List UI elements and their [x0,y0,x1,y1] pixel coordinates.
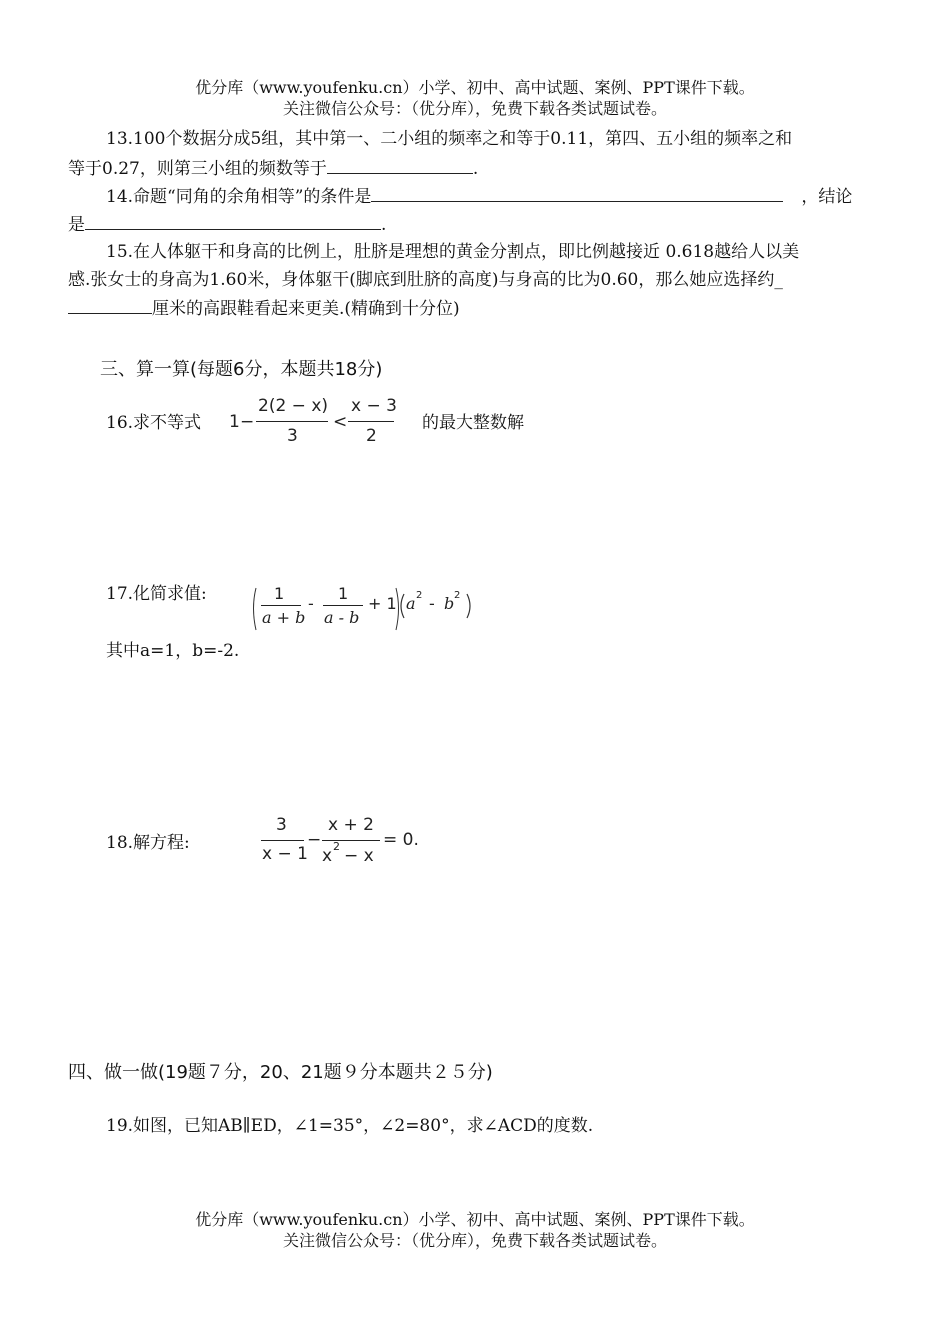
q15-line-1: 15.在人体躯干和身高的比例上，肚脐是理想的黄金分割点，即比例越接近 0.618越给人以美 [106,242,800,262]
section-4-title: 四、做一做(19题７分，20、21题９分本题共２５分) [68,1062,493,1083]
q17-frac2-line [323,605,363,606]
q17-minus: - [429,594,435,613]
q18-equals-zero: = 0. [383,830,419,850]
q16-suffix: 的最大整数解 [422,413,524,433]
q17-b-exponent: 2 [454,590,461,601]
q14-line-1-end: ，结论 [801,187,853,207]
header-line-1: 优分库（www.youfenku.cn）小学、初中、高中试题、案例、PPT课件下载。 [195,78,755,97]
q17-a: a [406,594,416,613]
q18-frac2-line [322,840,380,841]
q14-line-2-end: . [381,215,387,235]
q17-label: 17.化简求值: [106,584,207,604]
q14-conclusion-blank[interactable] [85,213,381,230]
q16-label: 16.求不等式 [106,413,202,433]
q15-line-3 [68,297,460,320]
q17-frac1-denominator: a + b [262,608,306,627]
q14-line-2 [68,213,386,236]
q18-equation [258,812,428,872]
q13-line-2-end: . [472,159,479,179]
q14-line-1 [106,185,852,208]
q18-minus: − [307,830,322,850]
q15-line-3-text: 厘米的高跟鞋看起来更美.(精确到十分位) [152,299,460,319]
q18-frac2-den-rest: − x [344,846,374,866]
footer-line-1: 优分库（www.youfenku.cn）小学、初中、高中试题、案例、PPT课件下载。 [195,1210,755,1229]
q17-op-minus: - [308,594,314,613]
q16-frac1-numerator: 2(2 − x) [258,396,329,416]
q16-inequality [226,394,406,450]
q16-frac2-numerator: x − 3 [351,396,397,416]
q17-frac2-numerator: 1 [338,584,349,603]
q18-frac2-den-x: x [322,846,333,866]
q13-line-2-text: 等于0.27，则第三小组的频数等于 [68,159,327,179]
section-3-title: 三、算一算(每题6分，本题共18分) [100,359,383,380]
q15-answer-blank[interactable] [68,297,152,314]
q15-line-2: 感.张女士的身高为1.60米，身体躯干(脚底到肚脐的高度)与身高的比为0.60，那么她应选择约_ [68,270,783,290]
q17-frac1-line [261,605,301,606]
q17-a-exponent: 2 [416,590,423,601]
q16-minus: − [240,412,255,432]
q17-condition: 其中a=1，b=-2. [106,641,240,661]
q17-expression [248,584,480,634]
q18-label: 18.解方程: [106,833,190,853]
q18-frac2-numerator: x + 2 [328,815,374,835]
q16-one: 1 [229,412,240,432]
q18-frac1-line [261,840,304,841]
q16-frac2-denominator: 2 [366,426,377,446]
q18-frac2-den-exponent: 2 [333,840,340,853]
q16-frac2-line [348,421,394,422]
footer-line-2: 关注微信公众号：（优分库），免费下载各类试题试卷。 [282,1231,667,1250]
q17-plus-one: + 1 [368,594,397,613]
q14-line-1-text: 14.命题“同角的余角相等”的条件是 [106,187,372,207]
header-line-2: 关注微信公众号：（优分库），免费下载各类试题试卷。 [282,99,667,118]
q17-frac1-numerator: 1 [274,584,285,603]
q16-frac1-denominator: 3 [287,426,298,446]
q13-line-2 [68,157,478,180]
q19-text: 19.如图，已知AB∥ED，∠1=35°，∠2=80°，求∠ACD的度数. [106,1116,594,1136]
q14-condition-blank[interactable] [371,185,783,202]
q17-b: b [444,594,455,613]
q17-frac2-denominator: a - b [324,608,360,627]
q18-frac1-denominator: x − 1 [262,844,308,864]
q14-line-2-text: 是 [68,215,85,235]
q13-line-1: 13.100个数据分成5组，其中第一、二小组的频率之和等于0.11，第四、五小组的频率之和 [106,129,793,149]
q16-less-than: < [333,412,348,432]
q16-frac1-line [256,421,328,422]
q18-frac1-numerator: 3 [276,815,287,835]
q13-answer-blank[interactable] [327,157,473,174]
